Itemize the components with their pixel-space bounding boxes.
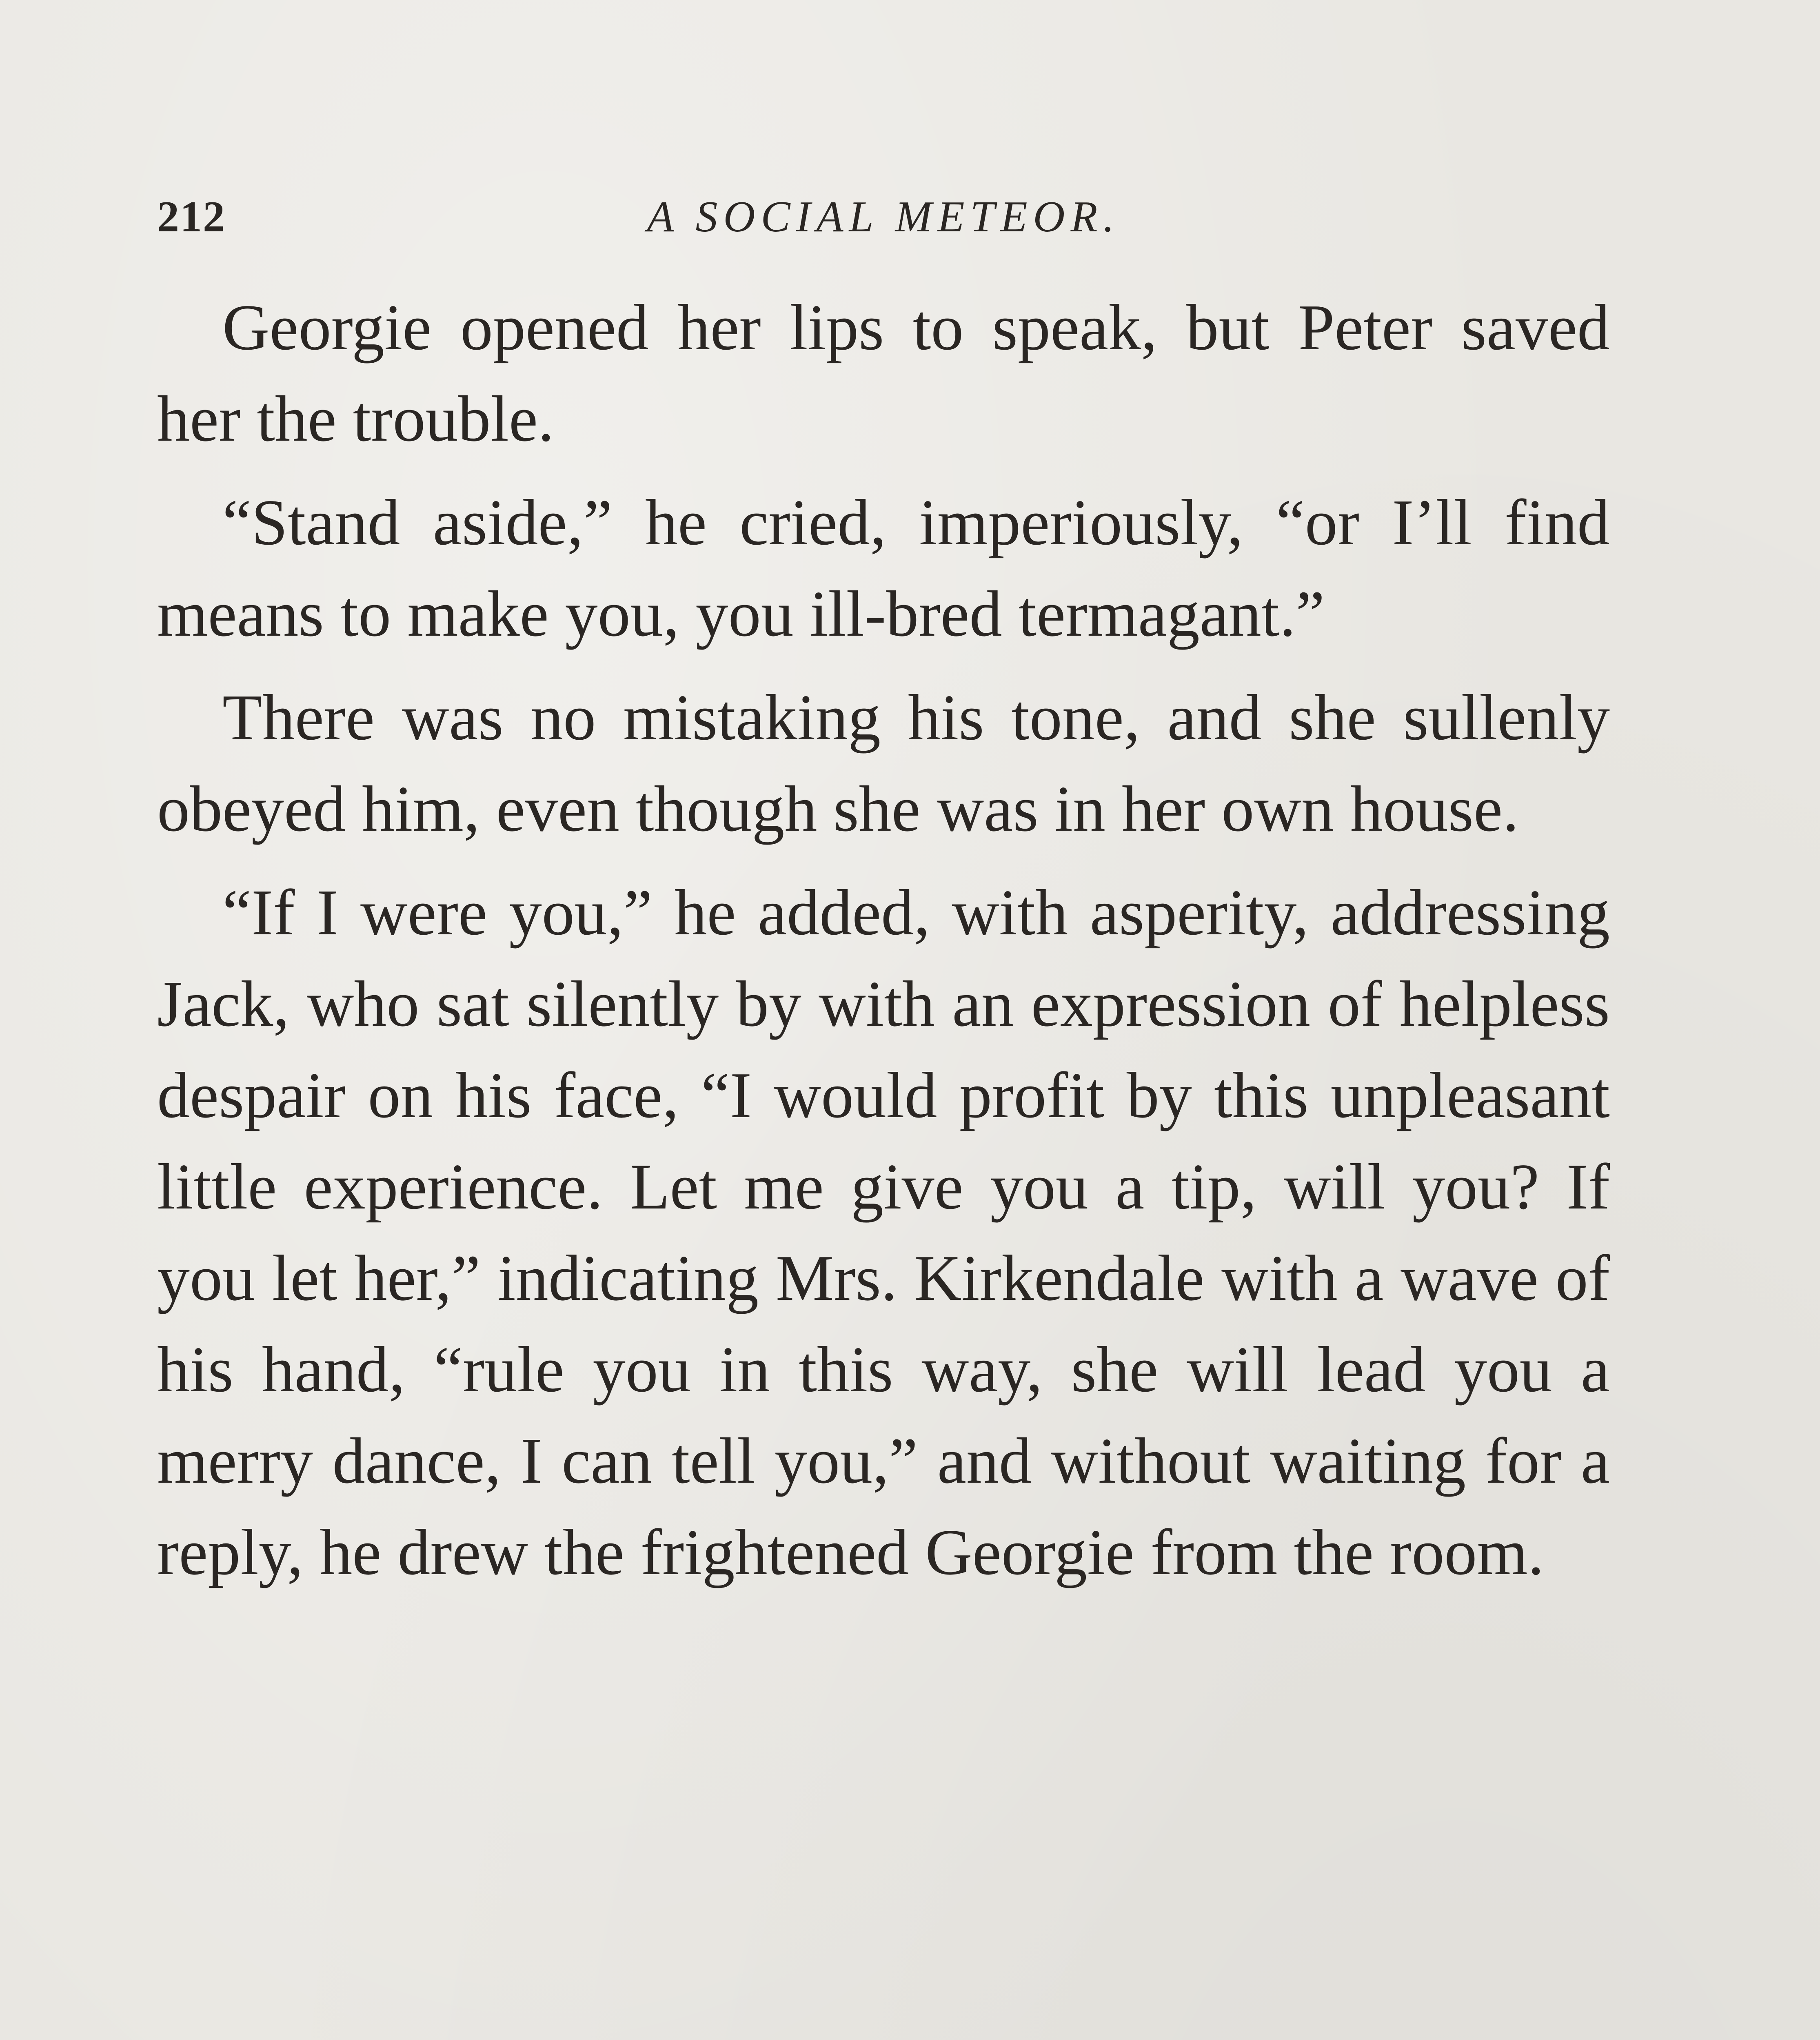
paragraph-3: There was no mistaking his tone, and she sullenly obeyed him, even though she was in her own house. (157, 681, 1610, 845)
page-number: 212 (157, 193, 226, 241)
running-head (157, 192, 1610, 253)
paragraph-4: “If I were you,” he added, with asperity, addressing Jack, who sat silently by with an expression of helpless despair on his face, “I would profit by this unpleasant little experience. Let me give you a tip, will you? If you let her,” indicating Mrs. Kirkendale with a wave of his hand, “rule you in this way, she will lead you a merry dance, I can tell you,” and without waiting for a reply, he drew the frightened Georgie from the room. (157, 876, 1610, 1588)
paragraph-1: Georgie opened her lips to speak, but Peter saved her the trouble. (157, 291, 1610, 455)
body-text (157, 282, 1610, 1610)
running-title: A SOCIAL METEOR. (647, 193, 1120, 241)
paragraph-2: “Stand aside,” he cried, imperiously, “or I’ll find means to make you, you ill-bred termagant.” (157, 486, 1610, 650)
